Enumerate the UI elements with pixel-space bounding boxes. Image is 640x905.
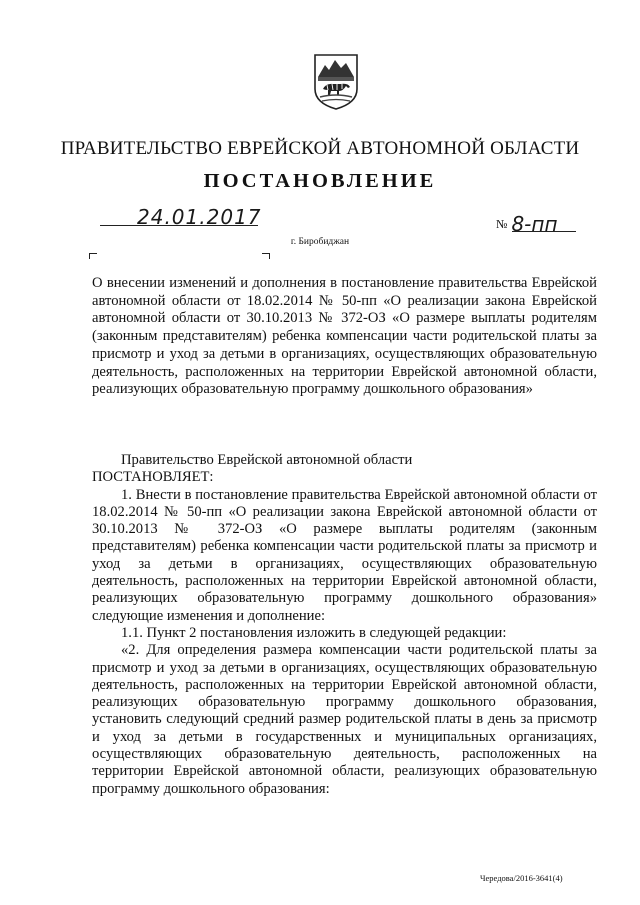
paragraph-2-quote: «2. Для определения размера компенсации части родительской платы за присмотр и уход за детьми в организациях, осуществляющих образовательную деятельность, расположенных на территории Еврейской автономной области, реализующих образовательную программу дошкольного образования, установить следующий средний размер родительской платы в день за присмотр и уход за детьми в государственных и муниципальных организациях, осуществляющих образовательную деятельность, расположенных на территории Еврейской автономной области, реализующих образовательную программу дошкольного образования: bbox=[92, 642, 597, 797]
coat-of-arms-icon bbox=[313, 53, 359, 111]
subject-bracket-right bbox=[262, 253, 270, 259]
city-label: г. Биробиджан bbox=[290, 237, 350, 247]
document-subject: О внесении изменений и дополнения в постановление правительства Еврейской автономной области от 18.02.2014 № 50-пп «О реализации закона Еврейской автономной области от 30.10.2013 № 372-ОЗ «О размере выплаты родителям (законным представителям) ребенка компенсации части родительской платы за присмотр и уход за детьми в организациях, осуществляющих образовательную деятельность, расположенных на территории Еврейской автономной области, реализующих образовательную программу дошкольного образования» bbox=[92, 275, 597, 398]
paragraph-1: 1. Внести в постановление правительства Еврейской автономной области от 18.02.2014 № 50-пп «О реализации закона Еврейской автономной области от 30.10.2013 № 372-ОЗ «О размере выплаты родителям (законным представителям) ребенка компенсации части родительской платы за присмотр и уход за детьми в организациях, осуществляющих образовательную деятельность, расположенных на территории Еврейской автономной области, реализующих образовательную программу дошкольного образования» следующие изменения и дополнение: bbox=[92, 486, 597, 624]
subject-bracket-left bbox=[89, 253, 97, 259]
document-body bbox=[92, 452, 597, 798]
paragraph-1-1: 1.1. Пункт 2 постановления изложить в следующей редакции: bbox=[121, 624, 507, 641]
organization-title: ПРАВИТЕЛЬСТВО ЕВРЕЙСКОЙ АВТОНОМНОЙ ОБЛАСТИ bbox=[60, 138, 580, 159]
document-type-heading: ПОСТАНОВЛЕНИЕ bbox=[203, 170, 437, 192]
number-sign: № bbox=[496, 217, 508, 231]
resolves-heading: ПОСТАНОВЛЯЕТ: bbox=[92, 469, 214, 486]
handwritten-date: 24.01.2017 bbox=[137, 205, 262, 229]
date-underline bbox=[100, 225, 258, 226]
number-underline bbox=[512, 231, 576, 232]
footer-reference-code: Чередова/2016-3641(4) bbox=[480, 873, 563, 883]
handwritten-number: 8-пп bbox=[511, 212, 558, 236]
preamble: Правительство Еврейской автономной области bbox=[121, 452, 413, 468]
document-number bbox=[496, 212, 558, 236]
